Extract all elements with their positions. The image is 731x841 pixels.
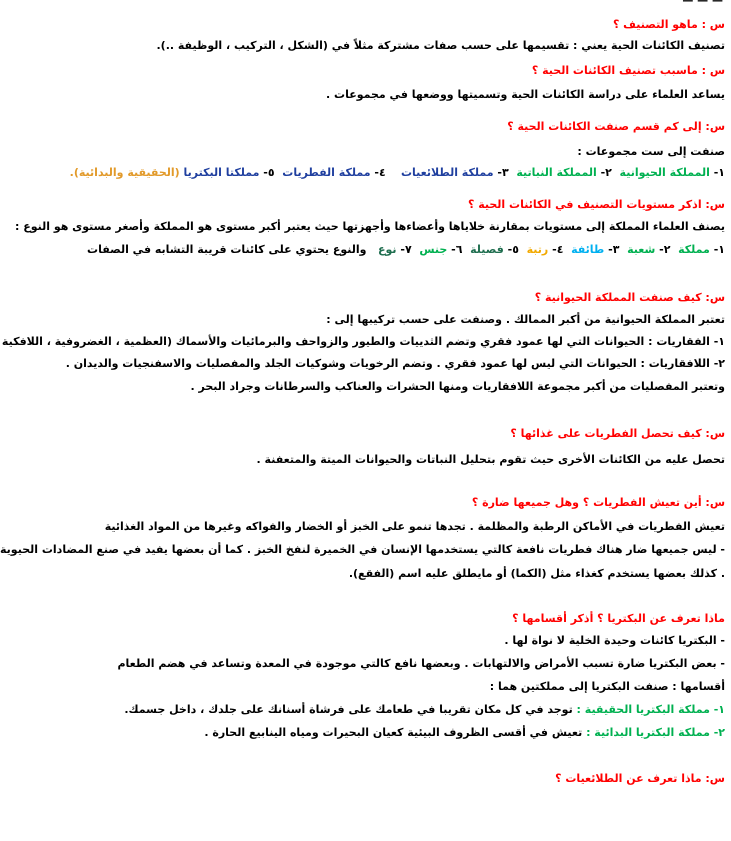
question-fungi-habitat: س: أين تعيش الفطريات ؟ وهل جميعها ضارة ؟ <box>471 496 725 509</box>
question-classification: س : ماهو التصنيف ؟ <box>612 18 725 31</box>
answer-fungi-food: تحصل عليه من الكائنات الأخرى حيث تقوم بتحليل النباتات والحيوانات الميتة والمتعفنة . <box>256 453 725 466</box>
true-bacteria-text: توجد في كل مكان تقريبا في طعامك على فرشاة أسنانك على جلدك ، داخل جسمك. <box>124 703 573 716</box>
archaea-line <box>135 725 725 741</box>
kingdoms-list <box>69 165 725 181</box>
kingdom-item: ٤- مملكة الفطريات <box>282 166 386 179</box>
answer-classification-reason: يساعد العلماء على دراسة الكائنات الحية وتسميتها ووضعها في مجموعات . <box>326 88 725 101</box>
animal-kingdom-intro: تعتبر المملكة الحيوانية من أكبر الممالك . وصنفت على حسب تركيبها إلى : <box>326 313 725 326</box>
fungi-habitat-line: تعيش الفطريات في الأماكن الرطبة والمظلمة . تجدها تنمو على الخبز أو الخضار والفواكه وغيرها من المواد الغذائية <box>104 520 725 533</box>
question-kingdom-count: س: إلى كم قسم صنفت الكائنات الحية ؟ <box>507 120 725 133</box>
invertebrates-line: ٢- اللافقاريات : الحيوانات التي ليس لها عمود فقري . وتضم الرخويات وشوكيات الجلد والمفصليات والاسفنجيات والديدان . <box>65 357 725 370</box>
bacteria-definition: - البكتريا كائنات وحيدة الخلية لا نواة لها . <box>504 634 725 647</box>
vertebrates-line: ١- الفقاريات : الحيوانات التي لها عمود فقري وتضم الثدييات والطيور والزواحف والبرمائيات والأسماك (العظمية ، الغضروفية ، اللافكية <box>1 335 725 348</box>
question-classification-reason: س : ماسبب تصنيف الكائنات الحية ؟ <box>531 64 725 77</box>
kingdom-item-bacteria-types: (الحقيقية والبدائية). <box>69 166 180 179</box>
kingdom-item: ٣- مملكة الطلائعيات <box>401 166 509 179</box>
archaea-text: تعيش في أقسى الظروف البيئية كعيان البحيرات ومياه الينابيع الحارة . <box>204 726 583 739</box>
question-protists: س: ماذا تعرف عن الطلائعيات ؟ <box>555 772 725 785</box>
question-animal-kingdom: س: كيف صنفت المملكة الحيوانية ؟ <box>534 291 725 304</box>
true-bacteria-label: ١- مملكة البكتريا الحقيقية : <box>576 703 725 716</box>
question-bacteria: ماذا تعرف عن البكتريا ؟ أذكر أقسامها ؟ <box>512 612 725 625</box>
fungi-benefit-line: - ليس جميعها ضار هناك فطريات نافعة كالتي يستخدمها الإنسان في الخميرة لنفخ الخبز . كما أن بعضها يفيد في صنع المضادات الحيوية <box>0 543 725 556</box>
kingdom-item: ٥- مملكتا البكتريا <box>183 166 275 179</box>
levels-list <box>87 242 725 258</box>
answer-classification: تصنيف الكائنات الحية يعني : تقسيمها على حسب صفات مشتركة مثلاً في (الشكل ، التركيب ، الوظيفة ..). <box>156 39 725 52</box>
bacteria-types-intro: أقسامها : صنفت البكتريا إلى مملكتين هما : <box>489 680 725 693</box>
level-item: ٤- رتبة <box>526 243 564 256</box>
level-item: ٣- طائفة <box>571 243 620 256</box>
bacteria-harm-benefit: - بعض البكتريا ضارة تسبب الأمراض والالتهابات . وبعضها نافع كالتي موجودة في المعدة وتساعد في هضم الطعام <box>117 657 725 670</box>
level-item: ٦- جنس <box>419 243 463 256</box>
kingdom-item: ٢- المملكة النباتية <box>516 166 612 179</box>
arthropods-line: وتعتبر المفصليات من أكبر مجموعة اللافقاريات ومنها الحشرات والعناكب والسرطانات وجراد البحر . <box>190 380 725 393</box>
cropped-top-line: — — — <box>682 0 723 7</box>
true-bacteria-line <box>124 702 725 718</box>
kingdom-item: ١- المملكة الحيوانية <box>619 166 725 179</box>
level-item: ٢- شعبة <box>627 243 671 256</box>
levels-explanation: يصنف العلماء المملكة إلى مستويات بمقارنة خلاياها وأعضاءها وأجهزتها حيث يعتبر أكبر مستوى هو المملكة وأصغر مستوى هو النوع : <box>14 220 725 233</box>
level-item: ٥- فصيلة <box>470 243 519 256</box>
archaea-label: ٢- مملكة البكتريا البدائية : <box>586 726 725 739</box>
level-item: ١- مملكة <box>678 243 725 256</box>
question-fungi-food: س: كيف تحصل الفطريات على غذائها ؟ <box>510 427 725 440</box>
kingdoms-intro: صنفت إلى ست مجموعات : <box>577 145 725 158</box>
level-item: ٧- نوع <box>377 243 412 256</box>
fungi-food-line: . كذلك بعضها يستخدم كغذاء مثل (الكما) أو مايطلق عليه اسم (الفقع). <box>348 567 725 580</box>
levels-tail: والنوع يحتوي على كائنات قريبة التشابه في الصفات <box>87 243 367 256</box>
question-classification-levels: س: اذكر مستويات التصنيف في الكائنات الحية ؟ <box>468 198 725 211</box>
